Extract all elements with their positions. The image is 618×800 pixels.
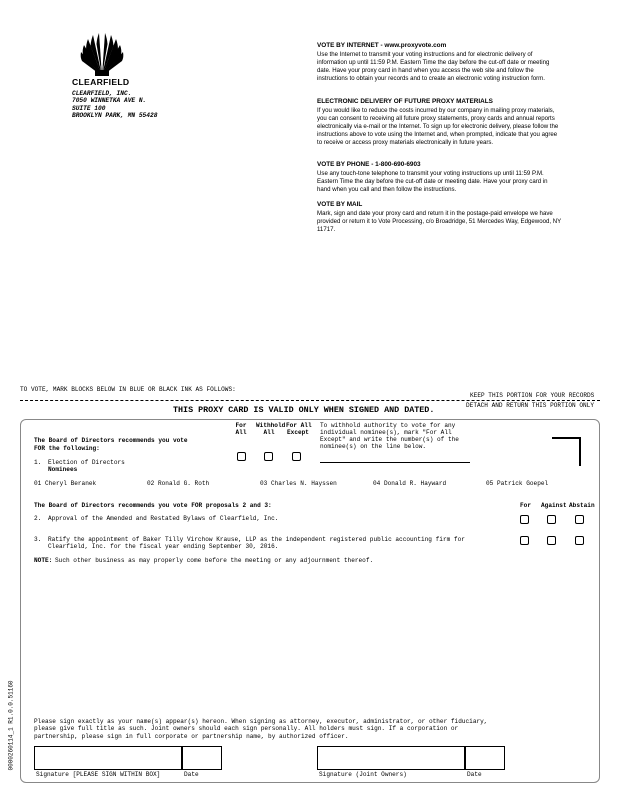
withhold-instructions bbox=[320, 422, 459, 450]
col-withhold-all bbox=[256, 422, 286, 436]
board-recommend-line1: The Board of Directors recommends you vote bbox=[34, 437, 188, 444]
for-all-except-checkbox[interactable] bbox=[292, 452, 301, 461]
withhold-line: To withhold authority to vote for any bbox=[320, 422, 456, 429]
vote-mail-heading: VOTE BY MAIL bbox=[317, 201, 363, 208]
item3-text-line2: Clearfield, Inc. for the fiscal year ending September 30, 2016. bbox=[48, 543, 279, 550]
date-box[interactable] bbox=[182, 746, 222, 770]
vote-phone-body: Use any touch-tone telephone to transmit your voting instructions up until 11:59 P.M. Eastern Time the day before the cut-off date or meeting date. Have your proxy card in hand when you call and then follow the instructions. bbox=[317, 170, 548, 193]
detach-portion-label: DETACH AND RETURN THIS PORTION ONLY bbox=[466, 402, 594, 409]
vote-phone-heading: VOTE BY PHONE - 1-800-690-6903 bbox=[317, 161, 421, 168]
company-address bbox=[72, 90, 157, 119]
item2-text: Approval of the Amended and Restated Bylaws of Clearfield, Inc. bbox=[48, 515, 279, 522]
nominee-5: 05 Patrick Goepel bbox=[486, 480, 549, 487]
signature-box[interactable] bbox=[34, 746, 182, 770]
vote-internet-heading: VOTE BY INTERNET - www.proxyvote.com bbox=[317, 42, 447, 49]
col-label: Except bbox=[287, 429, 309, 436]
logo-wordmark: CLEARFIELD bbox=[72, 77, 130, 87]
nominee-1: 01 Cheryl Beranek bbox=[34, 480, 97, 487]
board-recommend-proposals: The Board of Directors recommends you vote FOR proposals 2 and 3: bbox=[34, 502, 272, 509]
item2-for-checkbox[interactable] bbox=[520, 515, 529, 524]
signature-label: Signature [PLEASE SIGN WITHIN BOX] bbox=[36, 771, 161, 778]
item3-against-checkbox[interactable] bbox=[547, 536, 556, 545]
item3-text-line1: Ratify the appointment of Baker Tilly Virchow Krause, LLP as the independent registered public accounting firm for bbox=[48, 536, 465, 543]
address-line: CLEARFIELD, INC. bbox=[72, 90, 132, 97]
electronic-delivery-heading: ELECTRONIC DELIVERY OF FUTURE PROXY MATERIALS bbox=[317, 98, 493, 105]
address-line: 7050 WINNETKA AVE N. bbox=[72, 97, 147, 105]
tear-line bbox=[20, 400, 600, 401]
nominees-heading: Nominees bbox=[48, 466, 78, 473]
col-label: All bbox=[263, 429, 275, 436]
vote-internet-body: Use the Internet to transmit your voting instructions and for electronic delivery of information up until 11:59 P.M. Eastern Time the day before the cut-off date or meeting date. Have your proxy card in hand when you access the web site and follow the instructions to obtain your records and to create an electronic voting instruction form. bbox=[317, 51, 550, 82]
note-text: Such other business as may properly come before the meeting or any adjournment thereof. bbox=[55, 557, 374, 564]
side-document-code: 0000260114_1 R1.0.0.51160 bbox=[7, 680, 15, 771]
withhold-line: nominee(s) on the line below. bbox=[320, 443, 427, 450]
col-label: Withhold bbox=[256, 422, 286, 429]
joint-date-label: Date bbox=[467, 771, 482, 778]
item1-text: Election of Directors bbox=[48, 459, 125, 466]
item1-number: 1. bbox=[34, 459, 42, 466]
item3-for-checkbox[interactable] bbox=[520, 536, 529, 545]
col-against: Against bbox=[541, 502, 567, 509]
col-label: For bbox=[235, 422, 247, 429]
item3-abstain-checkbox[interactable] bbox=[575, 536, 584, 545]
note-label: NOTE: bbox=[34, 557, 53, 564]
keep-portion-label: KEEP THIS PORTION FOR YOUR RECORDS bbox=[470, 392, 595, 399]
address-line: BROOKLYN PARK, MN 55428 bbox=[72, 111, 158, 119]
joint-signature-box[interactable] bbox=[317, 746, 465, 770]
sign-instruction-line: Please sign exactly as your name(s) appear(s) hereon. When signing as attorney, executor, administrator, or other fiduciary, bbox=[34, 718, 488, 725]
corner-registration-mark bbox=[552, 437, 581, 466]
col-abstain: Abstain bbox=[569, 502, 595, 509]
col-label: All bbox=[235, 429, 247, 436]
withhold-line: Except" and write the number(s) of the bbox=[320, 436, 459, 443]
col-for-all-except bbox=[286, 422, 310, 436]
col-for: For bbox=[520, 502, 531, 509]
nominee-4: 04 Donald R. Hayward bbox=[373, 480, 447, 487]
col-label: For All bbox=[286, 422, 312, 429]
mark-instruction: TO VOTE, MARK BLOCKS BELOW IN BLUE OR BLACK INK AS FOLLOWS: bbox=[20, 386, 236, 393]
nominee-3: 03 Charles N. Hayssen bbox=[260, 480, 337, 487]
item2-abstain-checkbox[interactable] bbox=[575, 515, 584, 524]
sign-instruction-line: partnership, please sign in full corporate or partnership name, by authorized officer. bbox=[34, 732, 349, 740]
valid-notice: THIS PROXY CARD IS VALID ONLY WHEN SIGNED AND DATED. bbox=[173, 405, 435, 415]
withhold-all-checkbox[interactable] bbox=[264, 452, 273, 461]
sign-instructions bbox=[34, 718, 487, 740]
sign-instruction-line: please give full title as such. Joint owners should each sign personally. All holders must sign. If a corporation or bbox=[34, 725, 459, 733]
date-label: Date bbox=[184, 771, 199, 778]
item3-number: 3. bbox=[34, 536, 42, 543]
item2-against-checkbox[interactable] bbox=[547, 515, 556, 524]
vote-mail-body: Mark, sign and date your proxy card and return it in the postage-paid envelope we have provided or return it to Vote Processing, c/o Broadridge, 51 Mercedes Way, Edgewood, NY 11717. bbox=[317, 210, 562, 233]
joint-date-box[interactable] bbox=[465, 746, 505, 770]
nominee-2: 02 Ronald G. Roth bbox=[147, 480, 210, 487]
board-recommend-line2: FOR the following: bbox=[34, 445, 100, 452]
electronic-delivery-body: If you would like to reduce the costs incurred by our company in mailing proxy materials, you can consent to receiving all future proxy statements, proxy cards and annual reports electronically via e-mail or the Internet. To sign up for electronic delivery, please follow the instructions above to vote using the Internet and, when prompted, indicate that you agree to receive or access proxy materials electronically in future years. bbox=[317, 107, 559, 146]
nominee-number-line[interactable] bbox=[320, 462, 470, 463]
withhold-line: individual nominee(s), mark "For All bbox=[320, 429, 452, 436]
item2-number: 2. bbox=[34, 515, 42, 522]
for-all-checkbox[interactable] bbox=[237, 452, 246, 461]
joint-signature-label: Signature (Joint Owners) bbox=[319, 771, 407, 778]
address-line: SUITE 100 bbox=[72, 104, 106, 112]
col-for-all bbox=[234, 422, 248, 436]
